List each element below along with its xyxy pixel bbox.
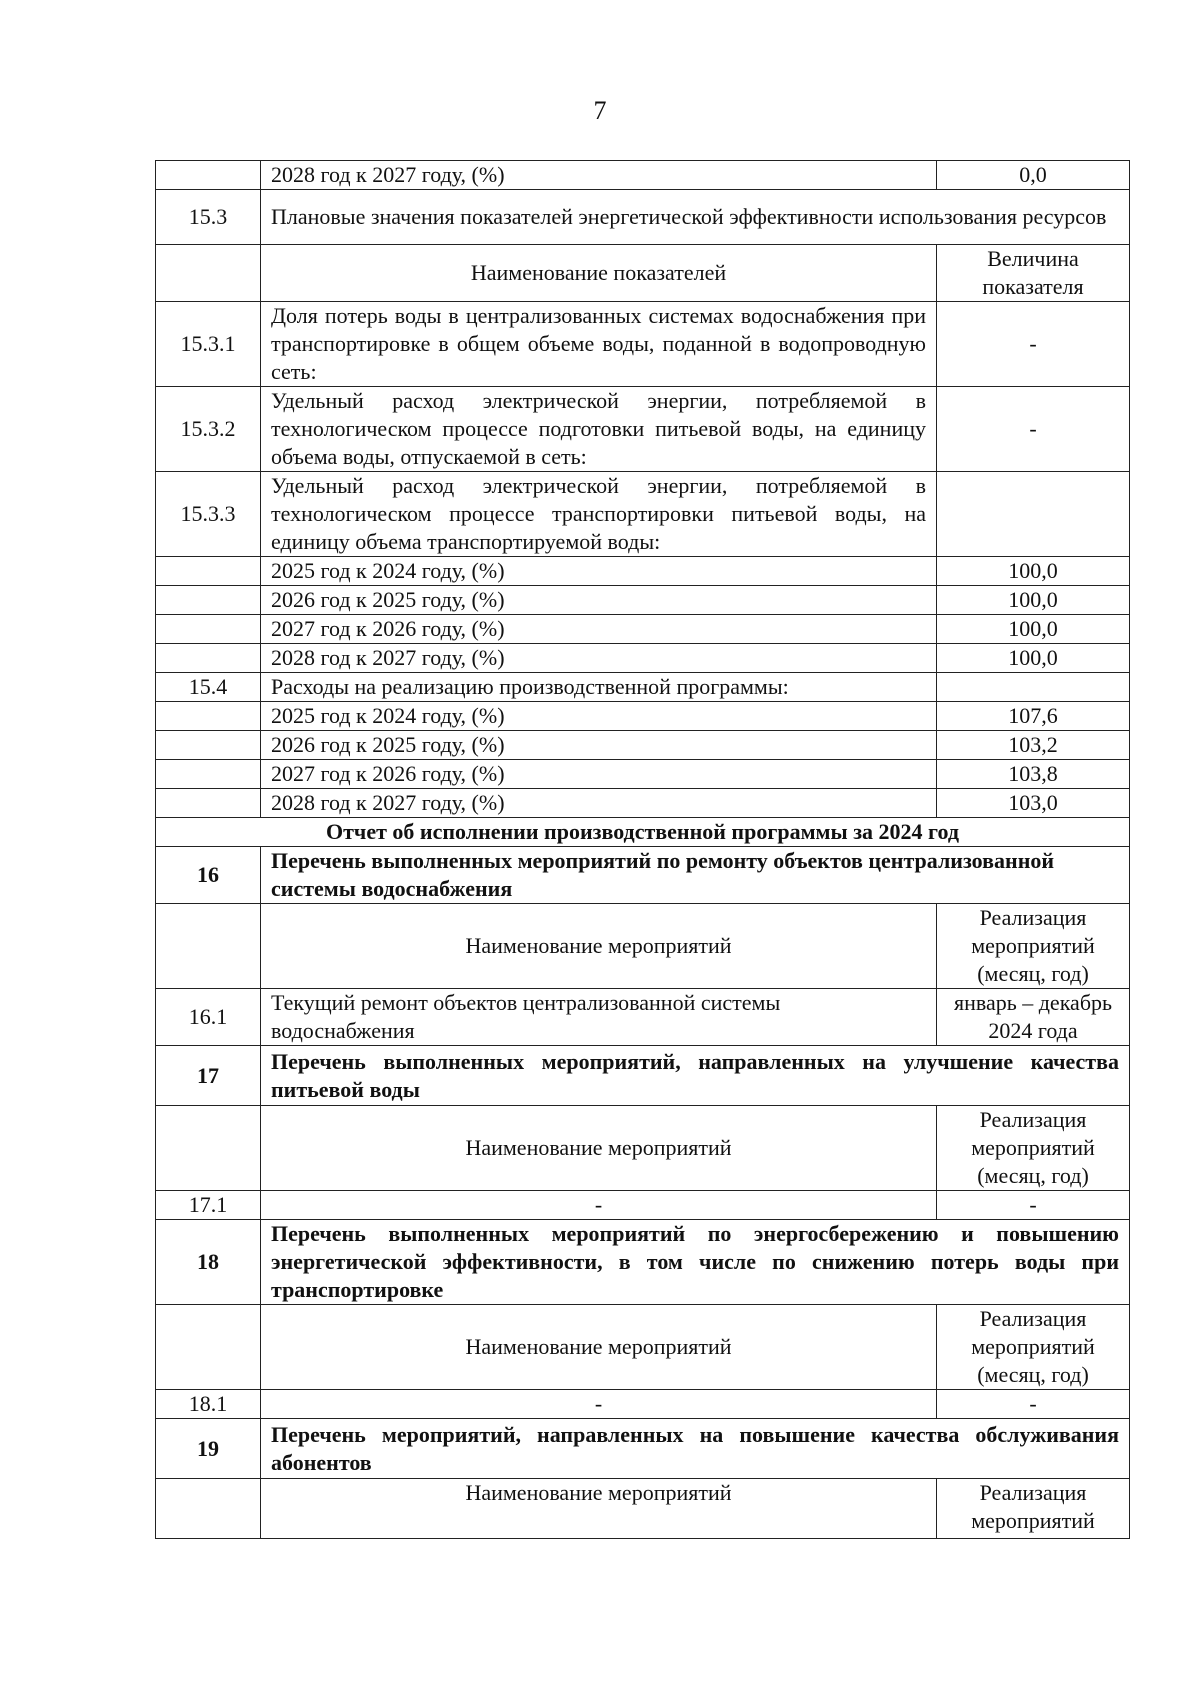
table-row (156, 387, 1130, 472)
table-row (156, 1191, 1130, 1220)
header-row (156, 1305, 1130, 1390)
item-text: Текущий ремонт объектов централизованной системы водоснабжения (261, 989, 937, 1046)
item-text: - (261, 1390, 937, 1419)
value-cell: январь – декабрь 2024 года (937, 989, 1130, 1046)
value-cell: 100,0 (937, 615, 1130, 644)
column-header-value: Реализация мероприятий (месяц, год) (937, 904, 1130, 989)
header-row (156, 904, 1130, 989)
num-cell (156, 245, 261, 302)
num-cell (156, 789, 261, 818)
table-row (156, 557, 1130, 586)
table-row (156, 161, 1130, 190)
table-row (156, 472, 1130, 557)
item-number: 15.3.2 (156, 387, 261, 472)
value-cell: 103,2 (937, 731, 1130, 760)
item-number: 15.3.3 (156, 472, 261, 557)
item-number: 16.1 (156, 989, 261, 1046)
num-cell (156, 557, 261, 586)
section-title: Перечень выполненных мероприятий, направленных на улучшение качества питьевой воды (261, 1046, 1130, 1106)
table-row (156, 615, 1130, 644)
label-cell: 2027 год к 2026 году, (%) (261, 615, 937, 644)
num-cell (156, 586, 261, 615)
column-header-name: Наименование мероприятий (261, 1305, 937, 1390)
value-cell: 107,6 (937, 702, 1130, 731)
section-row-17 (156, 1046, 1130, 1106)
table-row (156, 989, 1130, 1046)
item-number: 15.4 (156, 673, 261, 702)
num-cell (156, 1106, 261, 1191)
label-cell: 2028 год к 2027 году, (%) (261, 789, 937, 818)
num-cell (156, 731, 261, 760)
item-text: - (261, 1191, 937, 1220)
num-cell (156, 1479, 261, 1539)
section-number: 15.3 (156, 190, 261, 245)
column-header-name: Наименование показателей (261, 245, 937, 302)
section-title: Перечень выполненных мероприятий по ремонту объектов централизованной системы водоснабжения (261, 847, 1130, 904)
item-number: 17.1 (156, 1191, 261, 1220)
value-cell: - (937, 1191, 1130, 1220)
column-header-value: Реализация мероприятий (месяц, год) (937, 1305, 1130, 1390)
label-cell: 2028 год к 2027 году, (%) (261, 161, 937, 190)
value-cell (937, 673, 1130, 702)
item-number: 18.1 (156, 1390, 261, 1419)
header-row (156, 1479, 1130, 1539)
item-text: Удельный расход электрической энергии, потребляемой в технологическом процессе подготовки питьевой воды, на единицу объема воды, отпускаемой в сеть: (261, 387, 937, 472)
column-header-name: Наименование мероприятий (261, 904, 937, 989)
num-cell (156, 161, 261, 190)
label-cell: 2026 год к 2025 году, (%) (261, 586, 937, 615)
table-row (156, 586, 1130, 615)
table-row (156, 1390, 1130, 1419)
column-header-name: Наименование мероприятий (261, 1479, 937, 1539)
num-cell (156, 644, 261, 673)
header-row (156, 1106, 1130, 1191)
num-cell (156, 615, 261, 644)
value-cell: 0,0 (937, 161, 1130, 190)
section-row-19 (156, 1419, 1130, 1479)
value-cell: - (937, 302, 1130, 387)
value-cell: 100,0 (937, 557, 1130, 586)
num-cell (156, 904, 261, 989)
column-header-value: Реализация мероприятий (937, 1479, 1130, 1539)
value-cell: 100,0 (937, 586, 1130, 615)
report-title-row (156, 818, 1130, 847)
production-program-table (155, 160, 1130, 1539)
value-cell: - (937, 387, 1130, 472)
column-header-name: Наименование мероприятий (261, 1106, 937, 1191)
section-number: 17 (156, 1046, 261, 1106)
page-number: 7 (593, 96, 607, 125)
num-cell (156, 1305, 261, 1390)
section-number: 18 (156, 1220, 261, 1305)
section-number: 16 (156, 847, 261, 904)
item-text: Расходы на реализацию производственной программы: (261, 673, 937, 702)
value-cell (937, 472, 1130, 557)
label-cell: 2025 год к 2024 году, (%) (261, 702, 937, 731)
table-row (156, 760, 1130, 789)
section-row-16 (156, 847, 1130, 904)
section-row-15-3 (156, 190, 1130, 245)
table-row (156, 644, 1130, 673)
section-title: Перечень выполненных мероприятий по энергосбережению и повышению энергетической эффективности, в том числе по снижению потерь воды при транспортировке (261, 1220, 1130, 1305)
num-cell (156, 760, 261, 789)
report-title: Отчет об исполнении производственной программы за 2024 год (156, 818, 1130, 847)
label-cell: 2026 год к 2025 году, (%) (261, 731, 937, 760)
section-title: Плановые значения показателей энергетической эффективности использования ресурсов (261, 190, 1130, 245)
num-cell (156, 702, 261, 731)
column-header-value: Реализация мероприятий (месяц, год) (937, 1106, 1130, 1191)
section-number: 19 (156, 1419, 261, 1479)
table-row (156, 673, 1130, 702)
label-cell: 2027 год к 2026 году, (%) (261, 760, 937, 789)
item-number: 15.3.1 (156, 302, 261, 387)
table-row (156, 702, 1130, 731)
value-cell: 103,0 (937, 789, 1130, 818)
value-cell: - (937, 1390, 1130, 1419)
label-cell: 2025 год к 2024 году, (%) (261, 557, 937, 586)
item-text: Удельный расход электрической энергии, потребляемой в технологическом процессе транспортировки питьевой воды, на единицу объема транспортируемой воды: (261, 472, 937, 557)
value-cell: 100,0 (937, 644, 1130, 673)
label-cell: 2028 год к 2027 году, (%) (261, 644, 937, 673)
section-row-18 (156, 1220, 1130, 1305)
value-cell: 103,8 (937, 760, 1130, 789)
column-header-value: Величина показателя (937, 245, 1130, 302)
table-row (156, 789, 1130, 818)
section-title: Перечень мероприятий, направленных на повышение качества обслуживания абонентов (261, 1419, 1130, 1479)
header-row (156, 245, 1130, 302)
item-text: Доля потерь воды в централизованных системах водоснабжения при транспортировке в общем объеме воды, поданной в водопроводную сеть: (261, 302, 937, 387)
table-row (156, 302, 1130, 387)
table-row (156, 731, 1130, 760)
